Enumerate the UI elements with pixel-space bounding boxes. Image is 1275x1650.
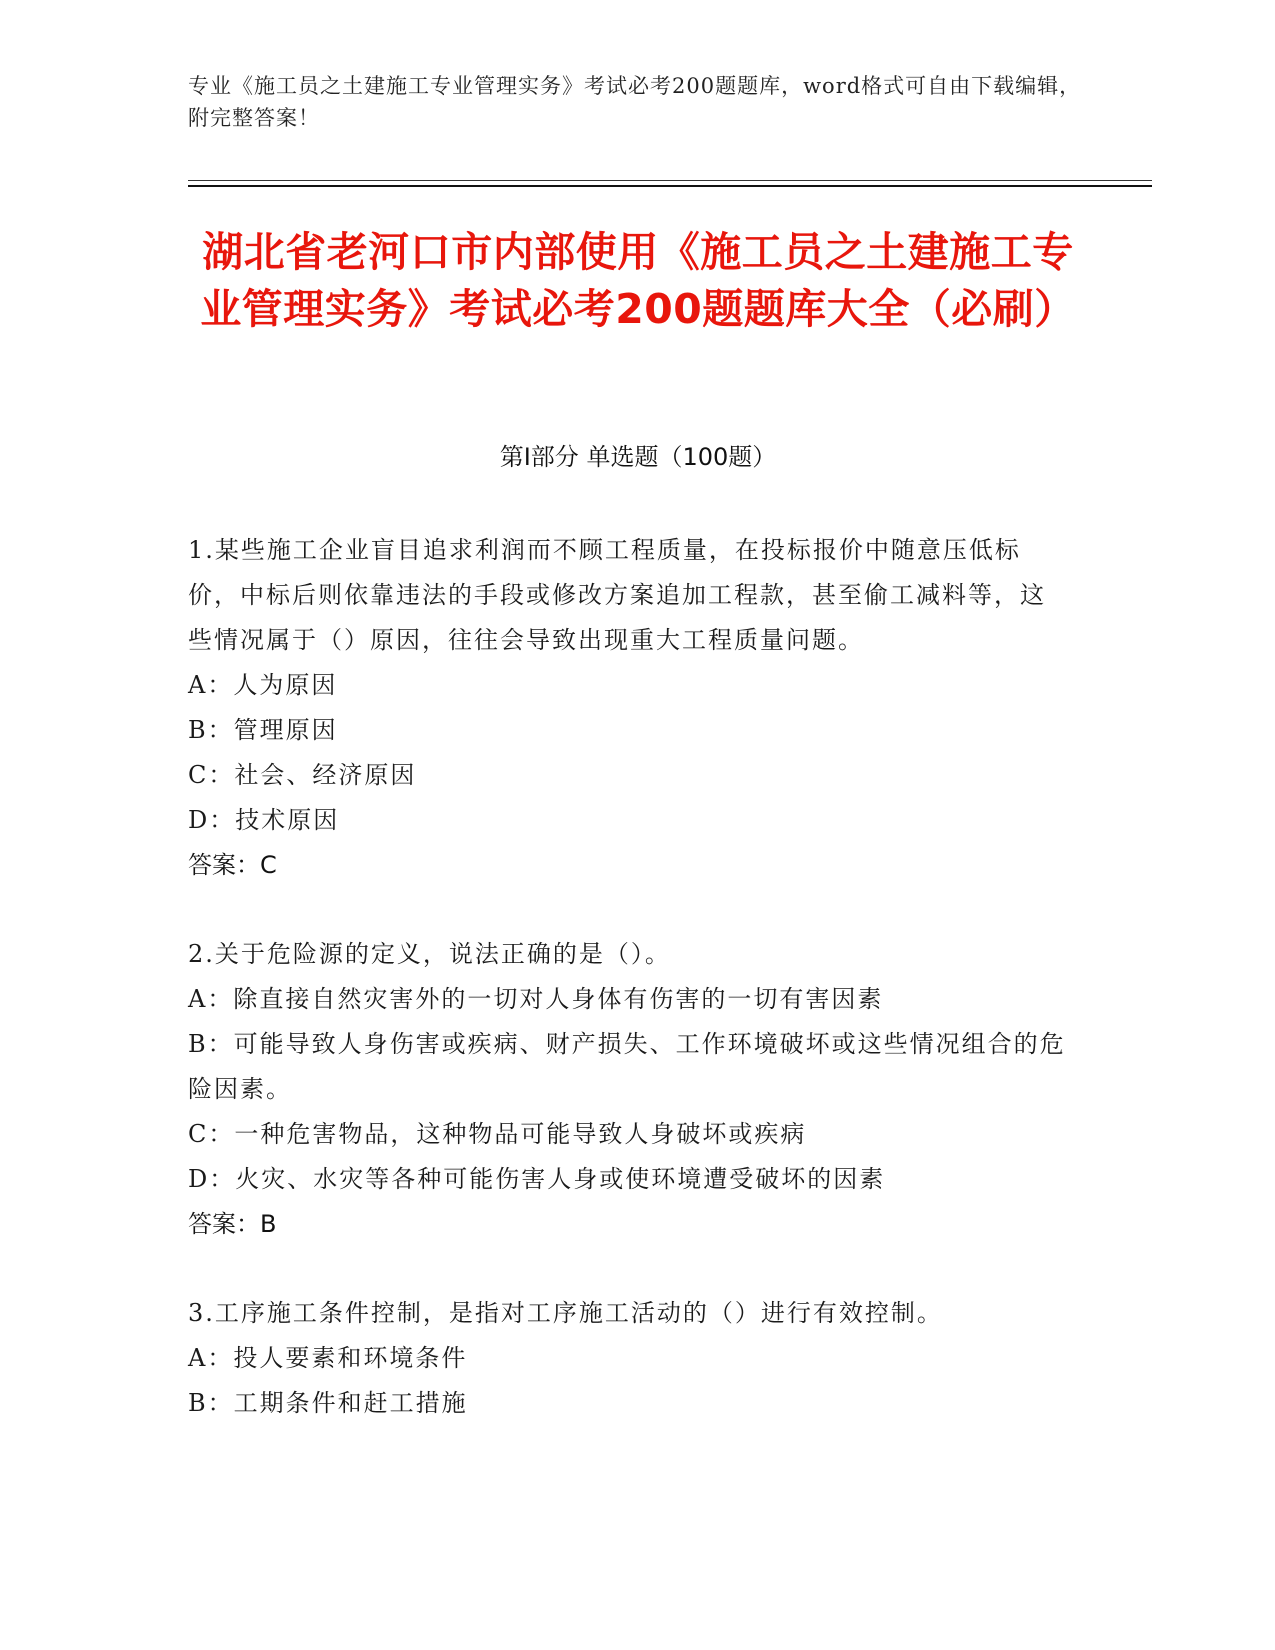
question-stem: 3.工序施工条件控制，是指对工序施工活动的（）进行有效控制。	[188, 1299, 943, 1327]
option-d: D：技术原因	[188, 806, 340, 834]
option-b: B：工期条件和赶工措施	[188, 1389, 468, 1417]
option-b: B：管理原因	[188, 716, 338, 744]
question-3	[188, 1291, 1068, 1426]
question-1	[188, 528, 1068, 888]
page-title: 湖北省老河口市内部使用《施工员之土建施工专业管理实务》考试必考200题题库大全（必刷）	[200, 228, 1076, 333]
question-stem: 1.某些施工企业盲目追求利润而不顾工程质量，在投标报价中随意压低标价，中标后则依靠违法的手段或修改方案追加工程款，甚至偷工减料等，这些情况属于（）原因，往往会导致出现重大工程质量问题。	[188, 536, 1046, 654]
header-note: 专业《施工员之土建施工专业管理实务》考试必考200题题库，word格式可自由下载编辑，附完整答案！	[188, 74, 1082, 130]
option-b: B：可能导致人身伤害或疾病、财产损失、工作环境破坏或这些情况组合的危险因素。	[188, 1030, 1066, 1103]
section-heading: 第I部分 单选题（100题）	[499, 443, 777, 471]
option-a: A：投人要素和环境条件	[188, 1344, 468, 1372]
header-divider-thin	[188, 180, 1152, 181]
header-divider-thick	[188, 185, 1152, 187]
question-stem: 2.关于危险源的定义，说法正确的是（）。	[188, 940, 671, 968]
option-d: D：火灾、水灾等各种可能伤害人身或使环境遭受破坏的因素	[188, 1165, 886, 1193]
answer: 答案：C	[188, 851, 277, 879]
answer: 答案：B	[188, 1210, 277, 1238]
option-c: C：社会、经济原因	[188, 761, 417, 789]
option-a: A：人为原因	[188, 671, 338, 699]
option-a: A：除直接自然灾害外的一切对人身体有伤害的一切有害因素	[188, 985, 884, 1013]
option-c: C：一种危害物品，这种物品可能导致人身破坏或疾病	[188, 1120, 807, 1148]
question-2	[188, 932, 1068, 1247]
question-list	[188, 528, 1068, 1470]
